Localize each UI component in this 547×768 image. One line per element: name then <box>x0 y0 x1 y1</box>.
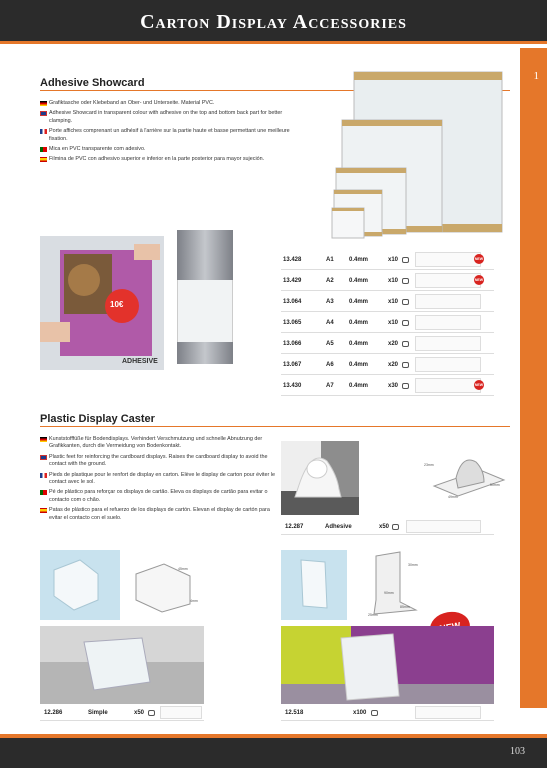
table-row <box>281 270 494 291</box>
product-size: A7 <box>326 383 334 389</box>
flag-de-icon <box>40 437 47 442</box>
new-badge: NEW <box>474 275 484 285</box>
caster-holder-art <box>281 550 347 620</box>
product-row-12286 <box>40 705 204 721</box>
product-code: 12.286 <box>44 710 63 716</box>
dimension-label: 90mm <box>384 591 394 595</box>
carton-icon <box>402 278 409 284</box>
product-size: A5 <box>326 341 334 347</box>
flag-fr-icon <box>40 473 47 478</box>
product-size: A4 <box>326 320 334 326</box>
flag-uk-icon <box>40 111 47 116</box>
flag-fr-icon <box>40 129 47 134</box>
carton-icon <box>392 524 399 530</box>
order-box[interactable] <box>415 706 481 719</box>
dimension-label: 25mm <box>368 613 378 617</box>
product-thickness: 0.4mm <box>349 278 369 284</box>
flag-pt-icon <box>40 147 47 152</box>
order-box[interactable] <box>406 520 481 533</box>
order-box[interactable] <box>415 378 481 393</box>
desc-fr: Pieds de plastique pour le renfort de display en carton. Elève le display de carton pour éviter le contact avec le sol. <box>40 472 280 487</box>
product-size: A2 <box>326 278 334 284</box>
product-size: A1 <box>326 257 334 263</box>
showcard-photo-art <box>40 236 164 370</box>
product-type: Simple <box>88 710 108 716</box>
showcard-photo <box>40 236 164 370</box>
order-box[interactable] <box>415 273 481 288</box>
adhesive-showcard-table <box>281 249 494 396</box>
carton-icon <box>402 362 409 368</box>
product-code: 13.067 <box>283 362 302 368</box>
table-row <box>281 249 494 270</box>
product-code: 13.064 <box>283 299 302 305</box>
caster-simple-photo <box>40 550 120 620</box>
page-number: 103 <box>510 746 525 757</box>
carton-icon <box>402 299 409 305</box>
section-title-adhesive-showcard: Adhesive Showcard <box>40 77 145 89</box>
desc-de: Grafiktasche oder Klebeband an Ober- und Unterseite. Material PVC. <box>40 100 290 107</box>
order-box[interactable] <box>415 336 481 351</box>
product-thickness: 0.4mm <box>349 299 369 305</box>
order-box[interactable] <box>415 252 481 267</box>
table-row <box>281 291 494 312</box>
showcard-strip-image <box>177 230 233 364</box>
order-box[interactable] <box>415 294 481 309</box>
photo-price-tag: 10€ <box>110 300 124 309</box>
caster-holder-drawing <box>360 548 430 620</box>
product-size: A6 <box>326 362 334 368</box>
carton-icon <box>402 341 409 347</box>
product-qty: x100 <box>353 710 367 716</box>
caster-adhesive-art <box>281 441 359 515</box>
flag-es-icon <box>40 508 47 513</box>
desc-es: Filmina de PVC con adhesivo superior e inferior en la parte posterior para mayor sujeción. <box>40 156 290 163</box>
carton-icon <box>402 257 409 263</box>
product-thickness: 0.4mm <box>349 383 369 389</box>
flag-pt-icon <box>40 490 47 495</box>
dimension-label: 45mm <box>178 567 188 571</box>
caster-holder-photo <box>281 550 347 620</box>
product-qty: x50 <box>134 710 145 716</box>
carton-icon <box>371 710 378 716</box>
product-qty: x10 <box>388 320 399 326</box>
flag-uk-icon <box>40 455 47 460</box>
product-type: Adhesive <box>325 524 352 530</box>
caster-adhesive-drawing <box>428 448 510 504</box>
order-box[interactable] <box>415 357 481 372</box>
page-header <box>0 0 547 44</box>
product-thickness: 0.4mm <box>349 257 369 263</box>
adhesive-descriptions <box>40 100 290 167</box>
carton-icon <box>402 320 409 326</box>
caster-holder-usage-photo <box>281 626 494 704</box>
product-qty: x50 <box>379 524 390 530</box>
carton-icon <box>402 383 409 389</box>
product-code: 13.430 <box>283 383 302 389</box>
page-footer <box>0 734 547 768</box>
caster-holder-usage-art <box>281 626 494 704</box>
product-size: A3 <box>326 299 334 305</box>
caster-simple-usage-art <box>40 626 204 704</box>
product-qty: x20 <box>388 362 399 368</box>
table-row <box>281 354 494 375</box>
order-box[interactable] <box>160 706 202 719</box>
caster-simple-drawing <box>130 560 204 614</box>
product-qty: x10 <box>388 257 399 263</box>
page-title: Carton Display Accessories <box>140 11 407 33</box>
caster-simple-usage-photo <box>40 626 204 704</box>
desc-en: Adhesive Showcard in transparent colour with adhesive on the top and bottom back part for better clamping. <box>40 110 290 125</box>
product-qty: x20 <box>388 341 399 347</box>
table-row <box>281 312 494 333</box>
dimension-label: 4mm <box>190 599 198 603</box>
chapter-tab <box>520 48 547 708</box>
new-badge: NEW <box>474 254 484 264</box>
product-code: 13.065 <box>283 320 302 326</box>
desc-en: Plastic feet for reinforcing the cardboard displays. Raises the cardboard display to avoid the contact with the ground. <box>40 454 280 469</box>
caster-descriptions <box>40 436 280 525</box>
product-qty: x30 <box>388 383 399 389</box>
product-qty: x10 <box>388 278 399 284</box>
dimension-label: 50mm <box>490 483 500 487</box>
product-thickness: 0.4mm <box>349 341 369 347</box>
carton-icon <box>148 710 155 716</box>
product-code: 12.518 <box>285 710 304 716</box>
desc-fr: Porte affiches comprenant un adhésif à l'arrière sur la partie haute et basse permettant une meilleure fixation. <box>40 128 290 143</box>
product-thickness: 0.4mm <box>349 362 369 368</box>
product-code: 13.066 <box>283 341 302 347</box>
chapter-number: 1 <box>533 70 539 82</box>
dimension-label: 49mm <box>448 495 458 499</box>
desc-es: Patas de plástico para el refuerzo de los displays de cartón. Elevan el display de cartón para evitar el contacto con el suelo. <box>40 507 280 522</box>
dimension-label: 85mm <box>400 605 410 609</box>
section-title-plastic-display-caster: Plastic Display Caster <box>40 413 155 425</box>
product-code: 13.428 <box>283 257 302 263</box>
product-row-12287 <box>281 519 494 535</box>
product-qty: x10 <box>388 299 399 305</box>
product-row-12518 <box>281 705 494 721</box>
new-badge: NEW <box>474 380 484 390</box>
table-row <box>281 375 494 396</box>
showcard-sizes-illustration <box>330 68 505 240</box>
desc-pt: Mica en PVC transparente com adesivo. <box>40 146 290 153</box>
dimension-label: 30mm <box>408 563 418 567</box>
dimension-label: 23mm <box>424 463 434 467</box>
product-thickness: 0.4mm <box>349 320 369 326</box>
desc-pt: Pé de plástico para reforçar os displays de cartão. Eleva os displays de cartão para evitar o contacto com o chão. <box>40 489 280 504</box>
desc-de: Kunststofffüße für Bodendisplays. Verhindert Verschmutzung und schnelle Abnutzung der Grafikkanten, durch die Vermeidung von Bodenkontakt. <box>40 436 280 451</box>
caster-adhesive-photo <box>281 441 359 515</box>
caster-simple-art <box>40 550 120 620</box>
product-code: 13.429 <box>283 278 302 284</box>
flag-es-icon <box>40 157 47 162</box>
product-code: 12.287 <box>285 524 304 530</box>
order-box[interactable] <box>415 315 481 330</box>
adhesive-label: ADHESIVE <box>122 358 158 365</box>
table-row <box>281 333 494 354</box>
section-divider <box>40 426 510 427</box>
flag-de-icon <box>40 101 47 106</box>
